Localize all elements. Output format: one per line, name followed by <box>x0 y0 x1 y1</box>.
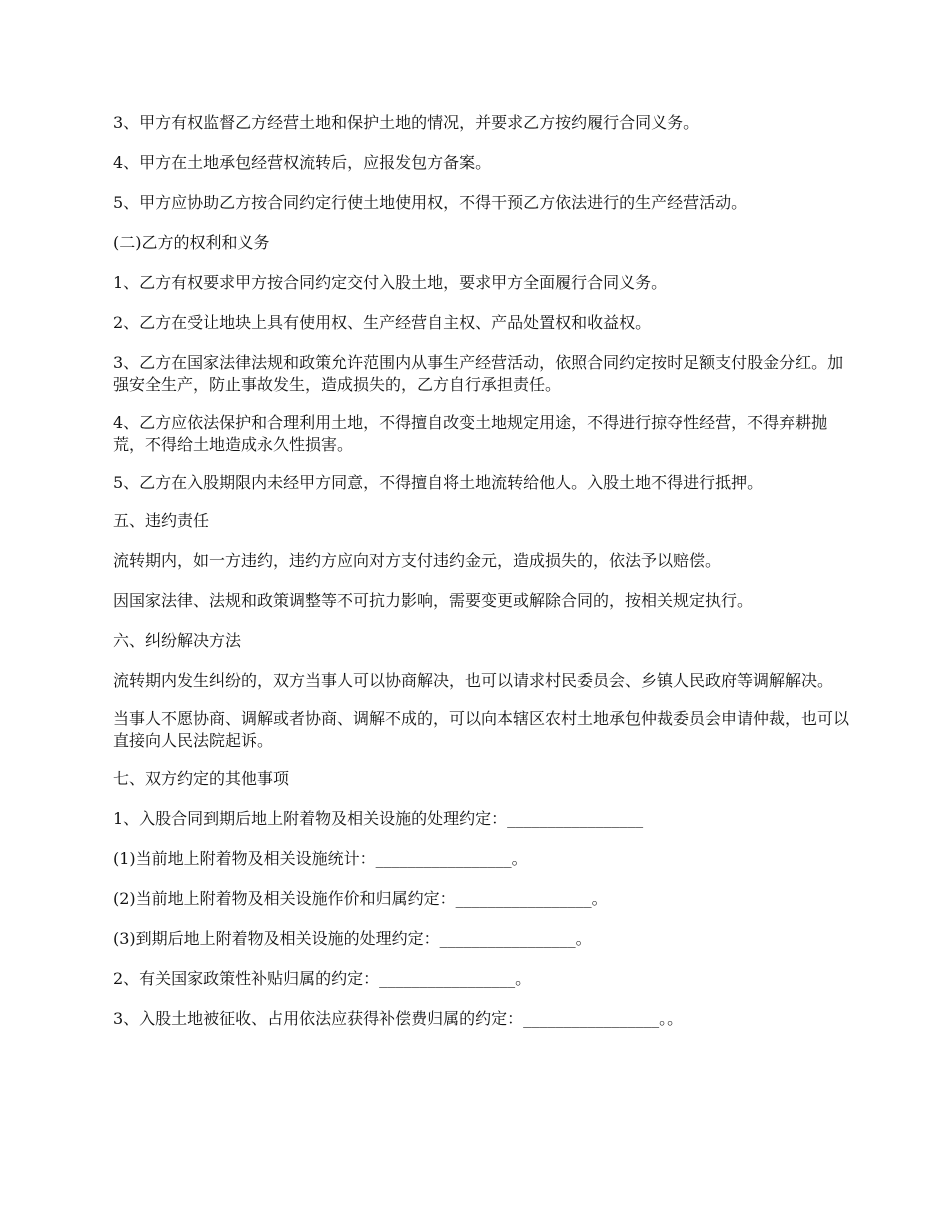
paragraph-other-1: 1、入股合同到期后地上附着物及相关设施的处理约定：_________________ <box>113 809 644 828</box>
paragraph-liability-2: 因国家法律、法规和政策调整等不可抗力影响，需要变更或解除合同的，按相关规定执行。 <box>113 591 754 610</box>
paragraph-party-b-right-1: 1、乙方有权要求甲方按合同约定交付入股土地，要求甲方全面履行合同义务。 <box>113 273 668 292</box>
paragraph-party-a-right-5: 5、甲方应协助乙方按合同约定行使土地使用权，不得干预乙方依法进行的生产经营活动。 <box>113 193 748 212</box>
paragraph-party-b-right-3: 3、乙方在国家法律法规和政策允许范围内从事生产经营活动，依照合同约定按时足额支付股金分红。加强安全生产，防止事故发生，造成损失的，乙方自行承担责任。 <box>113 353 844 394</box>
paragraph-party-a-right-4: 4、甲方在土地承包经营权流转后，应报发包方备案。 <box>113 153 492 172</box>
paragraph-liability-1: 流转期内，如一方违约，违约方应向对方支付违约金元，造成损失的，依法予以赔偿。 <box>113 551 722 570</box>
section-heading-other-matters: 七、双方约定的其他事项 <box>113 769 290 788</box>
document-page <box>113 112 853 1048</box>
paragraph-other-1-3: (3)到期后地上附着物及相关设施的处理约定：_________________。 <box>113 929 592 948</box>
paragraph-party-a-right-3: 3、甲方有权监督乙方经营土地和保护土地的情况，并要求乙方按约履行合同义务。 <box>113 113 700 132</box>
paragraph-other-3: 3、入股土地被征收、占用依法应获得补偿费归属的约定：_________________。。 <box>113 1009 684 1028</box>
paragraph-party-b-right-5: 5、乙方在入股期限内未经甲方同意，不得擅自将土地流转给他人。入股土地不得进行抵押。 <box>113 473 764 492</box>
paragraph-other-1-1: (1)当前地上附着物及相关设施统计：_________________。 <box>113 849 528 868</box>
section-heading-party-b: (二)乙方的权利和义务 <box>113 233 270 252</box>
paragraph-dispute-2: 当事人不愿协商、调解或者协商、调解不成的，可以向本辖区农村土地承包仲裁委员会申请仲裁，也可以直接向人民法院起诉。 <box>113 709 850 750</box>
section-heading-dispute: 六、纠纷解决方法 <box>113 631 242 650</box>
paragraph-other-1-2: (2)当前地上附着物及相关设施作价和归属约定：_________________。 <box>113 889 608 908</box>
paragraph-dispute-1: 流转期内发生纠纷的，双方当事人可以协商解决，也可以请求村民委员会、乡镇人民政府等调解解决。 <box>113 671 834 690</box>
paragraph-party-b-right-2: 2、乙方在受让地块上具有使用权、生产经营自主权、产品处置权和收益权。 <box>113 313 652 332</box>
paragraph-party-b-right-4: 4、乙方应依法保护和合理利用土地，不得擅自改变土地规定用途，不得进行掠夺性经营，不得弃耕抛荒，不得给土地造成永久性损害。 <box>113 413 828 454</box>
paragraph-other-2: 2、有关国家政策性补贴归属的约定：_________________。 <box>113 969 532 988</box>
section-heading-liability: 五、违约责任 <box>113 511 210 530</box>
